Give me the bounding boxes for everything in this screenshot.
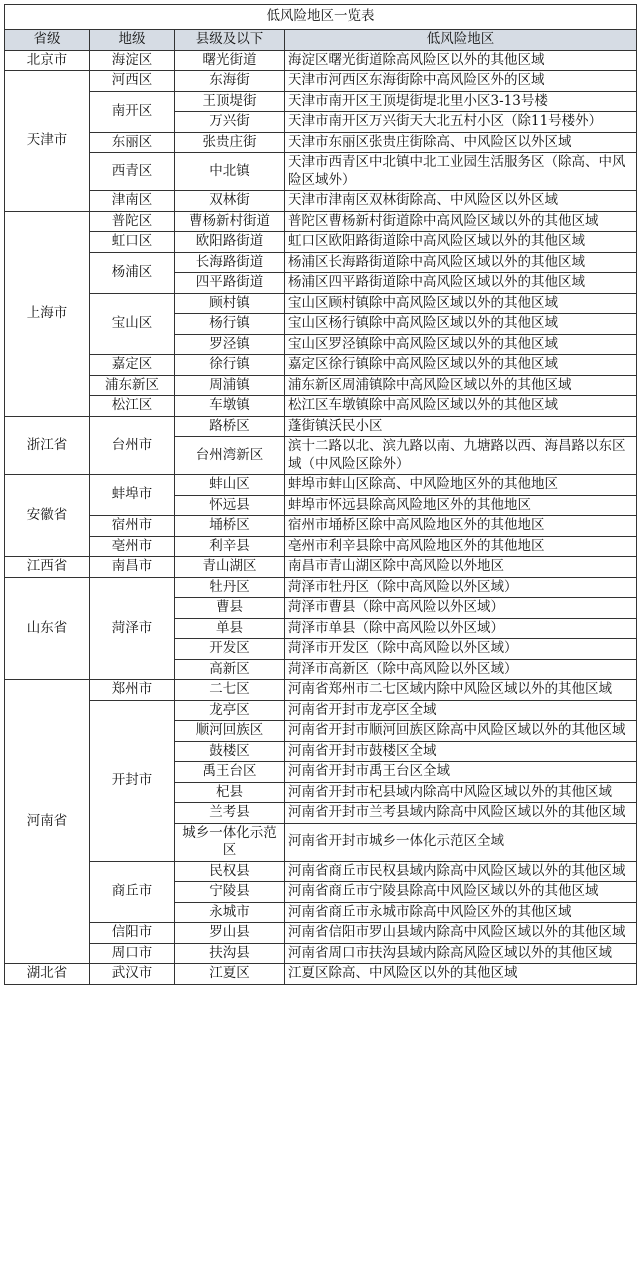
city-cell: 台州市: [90, 416, 175, 475]
city-cell: 宝山区: [90, 293, 175, 355]
low-risk-area-cell: 天津市西青区中北镇中北工业园生活服务区（除高、中风险区域外）: [285, 153, 637, 191]
low-risk-area-cell: 江夏区除高、中风险区以外的其他区域: [285, 964, 637, 985]
city-cell: 虹口区: [90, 232, 175, 253]
county-cell: 扶沟县: [175, 943, 285, 964]
low-risk-area-cell: 河南省开封市龙亭区全域: [285, 700, 637, 721]
city-cell: 宿州市: [90, 516, 175, 537]
table-row: [5, 232, 637, 253]
header-low-risk-area: 低风险地区: [285, 30, 637, 51]
low-risk-area-cell: 普陀区曹杨新村街道除中高风险区域以外的其他区域: [285, 211, 637, 232]
table-row: [5, 700, 637, 721]
county-cell: 永城市: [175, 902, 285, 923]
county-cell: 王顶堤街: [175, 91, 285, 112]
low-risk-area-cell: 虹口区欧阳路街道除中高风险区域以外的其他区域: [285, 232, 637, 253]
city-cell: 松江区: [90, 396, 175, 417]
table-row: [5, 91, 637, 112]
table-row: [5, 557, 637, 578]
county-cell: 四平路街道: [175, 273, 285, 294]
low-risk-area-cell: 河南省商丘市民权县域内除高中风险区域以外的其他区域: [285, 861, 637, 882]
county-cell: 开发区: [175, 639, 285, 660]
low-risk-area-cell: 天津市津南区双林街除高、中风险区以外区域: [285, 191, 637, 212]
low-risk-area-cell: 宝山区罗泾镇除中高风险区域以外的其他区域: [285, 334, 637, 355]
low-risk-area-cell: 宝山区杨行镇除中高风险区域以外的其他区域: [285, 314, 637, 335]
county-cell: 张贵庄街: [175, 132, 285, 153]
county-cell: 车墩镇: [175, 396, 285, 417]
low-risk-area-cell: 天津市南开区万兴街天大北五村小区（除11号楼外）: [285, 112, 637, 133]
low-risk-area-cell: 河南省周口市扶沟县域内除高风险区域以外的其他区域: [285, 943, 637, 964]
city-cell: 河西区: [90, 71, 175, 92]
county-cell: 蚌山区: [175, 475, 285, 496]
city-cell: 蚌埠市: [90, 475, 175, 516]
county-cell: 曙光街道: [175, 50, 285, 71]
low-risk-area-cell: 嘉定区徐行镇除中高风险区域以外的其他区域: [285, 355, 637, 376]
county-cell: 东海街: [175, 71, 285, 92]
province-cell: 上海市: [5, 211, 90, 416]
city-cell: 开封市: [90, 700, 175, 861]
province-cell: 山东省: [5, 577, 90, 680]
table-body: [5, 50, 637, 984]
county-cell: 万兴街: [175, 112, 285, 133]
table-row: [5, 923, 637, 944]
county-cell: 双林街: [175, 191, 285, 212]
low-risk-area-cell: 滨十二路以北、滨九路以南、九塘路以西、海昌路以东区域（中风险区除外）: [285, 437, 637, 475]
table-row: [5, 293, 637, 314]
province-cell: 天津市: [5, 71, 90, 212]
table-row: [5, 50, 637, 71]
county-cell: 青山湖区: [175, 557, 285, 578]
low-risk-area-cell: 南昌市青山湖区除中高风险以外地区: [285, 557, 637, 578]
low-risk-area-cell: 杨浦区长海路街道除中高风险区域以外的其他区域: [285, 252, 637, 273]
county-cell: 徐行镇: [175, 355, 285, 376]
city-cell: 津南区: [90, 191, 175, 212]
county-cell: 杨行镇: [175, 314, 285, 335]
city-cell: 郑州市: [90, 680, 175, 701]
city-cell: 西青区: [90, 153, 175, 191]
city-cell: 海淀区: [90, 50, 175, 71]
low-risk-area-cell: 河南省开封市兰考县域内除高中风险区域以外的其他区域: [285, 803, 637, 824]
city-cell: 周口市: [90, 943, 175, 964]
county-cell: 曹县: [175, 598, 285, 619]
low-risk-area-cell: 河南省开封市杞县域内除高中风险区域以外的其他区域: [285, 782, 637, 803]
table-row: [5, 680, 637, 701]
county-cell: 高新区: [175, 659, 285, 680]
county-cell: 中北镇: [175, 153, 285, 191]
city-cell: 菏泽市: [90, 577, 175, 680]
province-cell: 浙江省: [5, 416, 90, 475]
county-cell: 龙亭区: [175, 700, 285, 721]
table-row: [5, 516, 637, 537]
low-risk-area-cell: 河南省开封市鼓楼区全域: [285, 741, 637, 762]
low-risk-area-cell: 河南省商丘市永城市除高中风险区外的其他区域: [285, 902, 637, 923]
county-cell: 曹杨新村街道: [175, 211, 285, 232]
province-cell: 北京市: [5, 50, 90, 71]
low-risk-area-cell: 蚌埠市怀远县除高风险地区外的其他地区: [285, 495, 637, 516]
city-cell: 南昌市: [90, 557, 175, 578]
header-province: 省级: [5, 30, 90, 51]
city-cell: 嘉定区: [90, 355, 175, 376]
table-row: [5, 943, 637, 964]
county-cell: 周浦镇: [175, 375, 285, 396]
low-risk-area-cell: 亳州市利辛县除中高风险地区外的其他地区: [285, 536, 637, 557]
table-row: [5, 132, 637, 153]
low-risk-area-cell: 河南省开封市禹王台区全域: [285, 762, 637, 783]
table-row: [5, 396, 637, 417]
low-risk-area-cell: 天津市东丽区张贵庄街除高、中风险区以外区域: [285, 132, 637, 153]
low-risk-area-cell: 松江区车墩镇除中高风险区域以外的其他区域: [285, 396, 637, 417]
city-cell: 普陀区: [90, 211, 175, 232]
table-row: [5, 153, 637, 191]
county-cell: 鼓楼区: [175, 741, 285, 762]
low-risk-area-cell: 宿州市埇桥区除中高风险地区外的其他地区: [285, 516, 637, 537]
low-risk-area-cell: 河南省信阳市罗山县域内除高中风险区域以外的其他区域: [285, 923, 637, 944]
low-risk-area-cell: 菏泽市牡丹区（除中高风险以外区域）: [285, 577, 637, 598]
city-cell: 武汉市: [90, 964, 175, 985]
county-cell: 牡丹区: [175, 577, 285, 598]
city-cell: 杨浦区: [90, 252, 175, 293]
table-row: [5, 416, 637, 437]
county-cell: 罗泾镇: [175, 334, 285, 355]
city-cell: 南开区: [90, 91, 175, 132]
table-row: [5, 211, 637, 232]
table-row: [5, 191, 637, 212]
province-cell: 安徽省: [5, 475, 90, 557]
table-title: 低风险地区一览表: [5, 5, 637, 30]
city-cell: 信阳市: [90, 923, 175, 944]
county-cell: 禹王台区: [175, 762, 285, 783]
low-risk-area-cell: 河南省郑州市二七区域内除中风险区域以外的其他区域: [285, 680, 637, 701]
table-row: [5, 71, 637, 92]
table-row: [5, 964, 637, 985]
county-cell: 台州湾新区: [175, 437, 285, 475]
city-cell: 商丘市: [90, 861, 175, 923]
low-risk-area-cell: 河南省开封市顺河回族区除高中风险区域以外的其他区域: [285, 721, 637, 742]
low-risk-area-cell: 蓬街镇沃民小区: [285, 416, 637, 437]
county-cell: 埇桥区: [175, 516, 285, 537]
low-risk-area-cell: 菏泽市开发区（除中高风险以外区域）: [285, 639, 637, 660]
low-risk-area-cell: 菏泽市高新区（除中高风险以外区域）: [285, 659, 637, 680]
county-cell: 罗山县: [175, 923, 285, 944]
county-cell: 顺河回族区: [175, 721, 285, 742]
county-cell: 二七区: [175, 680, 285, 701]
header-county: 县级及以下: [175, 30, 285, 51]
header-city: 地级: [90, 30, 175, 51]
table-row: [5, 536, 637, 557]
province-cell: 江西省: [5, 557, 90, 578]
low-risk-area-cell: 海淀区曙光街道除高风险区以外的其他区域: [285, 50, 637, 71]
county-cell: 城乡一体化示范区: [175, 823, 285, 861]
county-cell: 怀远县: [175, 495, 285, 516]
county-cell: 顾村镇: [175, 293, 285, 314]
low-risk-area-cell: 杨浦区四平路街道除中高风险区域以外的其他区域: [285, 273, 637, 294]
table-row: [5, 375, 637, 396]
county-cell: 杞县: [175, 782, 285, 803]
low-risk-area-cell: 河南省商丘市宁陵县除高中风险区域以外的其他区域: [285, 882, 637, 903]
low-risk-area-cell: 宝山区顾村镇除中高风险区域以外的其他区域: [285, 293, 637, 314]
county-cell: 江夏区: [175, 964, 285, 985]
city-cell: 浦东新区: [90, 375, 175, 396]
county-cell: 民权县: [175, 861, 285, 882]
county-cell: 路桥区: [175, 416, 285, 437]
county-cell: 长海路街道: [175, 252, 285, 273]
county-cell: 单县: [175, 618, 285, 639]
low-risk-area-cell: 蚌埠市蚌山区除高、中风险地区外的其他地区: [285, 475, 637, 496]
table-row: [5, 252, 637, 273]
county-cell: 兰考县: [175, 803, 285, 824]
low-risk-area-cell: 河南省开封市城乡一体化示范区全域: [285, 823, 637, 861]
table-row: [5, 355, 637, 376]
province-cell: 河南省: [5, 680, 90, 964]
city-cell: 东丽区: [90, 132, 175, 153]
low-risk-area-cell: 菏泽市单县（除中高风险以外区域）: [285, 618, 637, 639]
county-cell: 欧阳路街道: [175, 232, 285, 253]
province-cell: 湖北省: [5, 964, 90, 985]
low-risk-area-table: [4, 4, 637, 985]
low-risk-area-cell: 天津市南开区王顶堤街堤北里小区3-13号楼: [285, 91, 637, 112]
table-row: [5, 861, 637, 882]
county-cell: 利辛县: [175, 536, 285, 557]
low-risk-area-cell: 菏泽市曹县（除中高风险以外区域）: [285, 598, 637, 619]
table-row: [5, 475, 637, 496]
low-risk-area-cell: 天津市河西区东海街除中高风险区外的区域: [285, 71, 637, 92]
table-row: [5, 577, 637, 598]
low-risk-area-cell: 浦东新区周浦镇除中高风险区域以外的其他区域: [285, 375, 637, 396]
city-cell: 亳州市: [90, 536, 175, 557]
county-cell: 宁陵县: [175, 882, 285, 903]
